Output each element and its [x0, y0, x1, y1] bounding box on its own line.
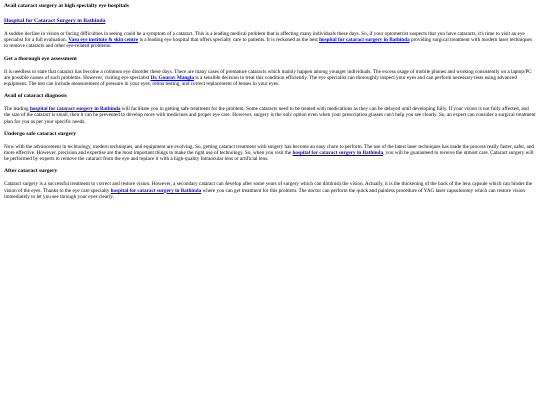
intro-text-3: providing surgical treatment with modern laser techniques to remove cataracts and other eye-related problems. — [4, 37, 532, 50]
cataract-hospital-link-3[interactable]: hospital for cataract surgery in Bathinda — [292, 150, 384, 157]
hospital-heading — [4, 18, 536, 25]
intro-text-1: A sudden decline in vision or facing difficulties in seeing could be a symptom of a cataract. This is a leading medical problem that is affecting many individuals these days. So, if your optometrist suspects that you have cataracts, it's time to visit an eye specialist for a full evaluation. — [4, 31, 525, 44]
assessment-text-2: is a sensible decision to treat this condition efficiently. The eye specialist can thoroughly inspect your eyes and can perform necessary tests using advanced equipment. The test can include measurement of pressure in your eyes, retina testing, and correct replacement of lenses in your eyes. — [4, 74, 517, 88]
section-heading-assessment: Get a thorough eye assessment — [4, 55, 77, 62]
diagnosis-text-1: The leading — [4, 106, 30, 113]
cataract-hospital-link-4[interactable]: hospital for cataract surgery in Bathinda — [110, 187, 202, 194]
page-title: Avail cataract surgery at high specialty eye hospitals — [4, 3, 129, 9]
diagnosis-text-2: will facilitate you in getting safe treatment for the problem. Some cataracts need to be treated with medications as they can be delayed until developing fully. If your vision is not fully affected, and the size of the cataract is small, then it can be prevented to develop more with medicines and proper eye care. However, surgery is the only option even when your prescription glasses can't help you see clearly. So, an expert can consider a surgical treatment plan for you as per your specific needs. — [4, 106, 536, 125]
after-surgery-text-2: where you can get treatment for this problem. The doctor can perform the quick and painless procedure of YAG laser capsulotomy which can restore vision immediately to let you see through your eyes clearly. — [4, 187, 526, 200]
diagnosis-paragraph — [4, 106, 536, 125]
section-heading-surgery: Undergo safe cataract surgery — [4, 130, 77, 137]
intro-text-2: is a leading eye hospital that offers specialty care to patients. It is reckoned as the best — [138, 37, 320, 44]
cataract-hospital-link-2[interactable]: hospital for cataract surgery in Bathinda — [29, 106, 121, 113]
doctor-link[interactable]: Dr. Gourav Mangla — [150, 74, 194, 81]
intro-paragraph — [4, 31, 536, 50]
section-heading-after-surgery: After cataract surgery — [4, 168, 58, 175]
vasu-eye-institute-link[interactable]: Vasu eye institute & skin centre — [68, 37, 139, 44]
surgery-paragraph — [4, 144, 536, 163]
after-surgery-paragraph — [4, 181, 536, 200]
surgery-text-1: Now with the advancement in technology, modern techniques, and equipment are evolving. So, getting cataract treatment with surgery has become an easy chore to perform. The use of the latest laser techniques has made the process really faster, safer, and more effective. However, precision and expertise are the most important things to make the right use of technology. So, when you visit the — [4, 143, 535, 157]
surgery-text-2: , you will be guaranteed to receive the utmost care. Cataract surgery will be performed by experts to remove the cataract from the eye and replace it with a high-quality Intraocular lens or artificial lens. — [4, 150, 534, 163]
hospital-heading-link[interactable]: Hospital for Cataract Surgery in Bathinda — [4, 18, 106, 24]
assessment-paragraph — [4, 69, 536, 88]
after-surgery-text-1: Cataract surgery is a successful treatment to correct and restore vision. However, a secondary cataract can develop after some years of surgery which can diminish the vision. Actually, it is the thickening of the back of the lens capsule which can hinder the vision of the eyes. Thanks to the eye care specialty — [4, 181, 533, 194]
section-heading-diagnosis: Avail of cataract diagnosis — [4, 93, 67, 100]
cataract-hospital-link-1[interactable]: hospital for cataract surgery in Bathinda — [319, 37, 410, 44]
assessment-text-1: It is needless to state that cataract has become a common eye disorder these days. There are many cases of premature cataracts which mainly happen among younger individuals. The excess usage of mobile phones and working consistently on a laptop/PC are possible causes of such problems. However, visiting eye specialist — [4, 68, 532, 81]
article — [0, 0, 540, 200]
